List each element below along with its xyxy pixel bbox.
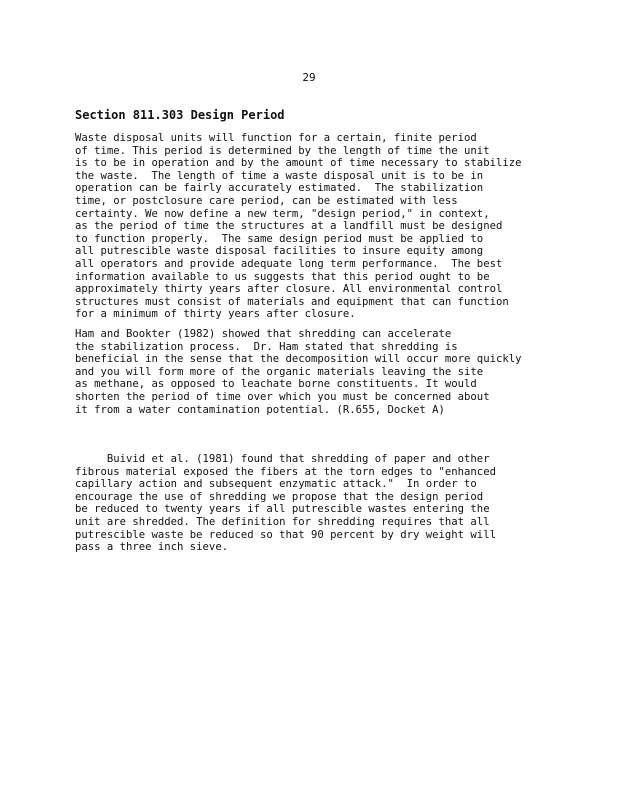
text-line: fibrous material exposed the fibers at the torn edges to "enhanced	[75, 465, 496, 478]
text-line: all putrescible waste disposal facilities to insure equity among	[75, 245, 484, 258]
text-line: is to be in operation and by the amount of time necessary to stabilize	[75, 157, 522, 170]
text-line: pass a three inch sieve.	[75, 541, 229, 554]
text-line: as the period of time the structures at a landfill must be designed	[75, 220, 503, 233]
text-line: all operators and provide adequate long term performance. The best	[75, 257, 503, 270]
text-line: for a minimum of thirty years after closure.	[75, 308, 356, 321]
text-line: capillary action and subsequent enzymatic attack." In order to	[75, 478, 477, 491]
text-line: encourage the use of shredding we propose that the design period	[75, 490, 484, 503]
text-line: operation can be fairly accurately estimated. The stabilization	[75, 182, 484, 195]
text-line: to function properly. The same design period must be applied to	[75, 232, 484, 245]
text-line: unit are shredded. The definition for shredding requires that all	[75, 515, 490, 528]
text-line: time, or postclosure care period, can be estimated with less	[75, 194, 458, 207]
text-line: shorten the period of time over which you must be concerned about	[75, 390, 490, 403]
text-line: Ham and Bookter (1982) showed that shredding can accelerate	[75, 328, 452, 340]
text-line: certainty. We now define a new term, "design period," in context,	[75, 207, 490, 220]
text-line: approximately thirty years after closure. All environmental control	[75, 283, 503, 296]
page-number: 29	[302, 71, 316, 84]
paragraph-design-period	[75, 132, 521, 321]
text-line: structures must consist of materials and equipment that can function	[75, 295, 509, 308]
text-line: as methane, as opposed to leachate borne constituents. It would	[75, 378, 477, 391]
text-line: putrescible waste be reduced so that 90 percent by dry weight will	[75, 528, 496, 541]
text-line: it from a water contamination potential. (R.655, Docket A)	[75, 403, 445, 416]
section-heading: Section 811.303 Design Period	[75, 108, 285, 122]
text-line: the waste. The length of time a waste disposal unit is to be in	[75, 169, 484, 182]
text-line: Waste disposal units will function for a certain, finite period	[75, 132, 477, 144]
text-line: beneficial in the sense that the decomposition will occur more quickly	[75, 353, 522, 366]
text-line: be reduced to twenty years if all putrescible wastes entering the	[75, 503, 490, 516]
text-line: and you will form more of the organic materials leaving the site	[75, 365, 484, 378]
paragraph-shredding-stabilization	[75, 328, 521, 416]
text-line: Buivid et al. (1981) found that shredding of paper and other	[75, 453, 490, 465]
text-line: the stabilization process. Dr. Ham stated that shredding is	[75, 340, 458, 353]
text-line: information available to us suggests that this period ought to be	[75, 270, 490, 283]
paragraph-shredding-proposal	[75, 453, 496, 554]
text-line: of time. This period is determined by the length of time the unit	[75, 144, 490, 157]
